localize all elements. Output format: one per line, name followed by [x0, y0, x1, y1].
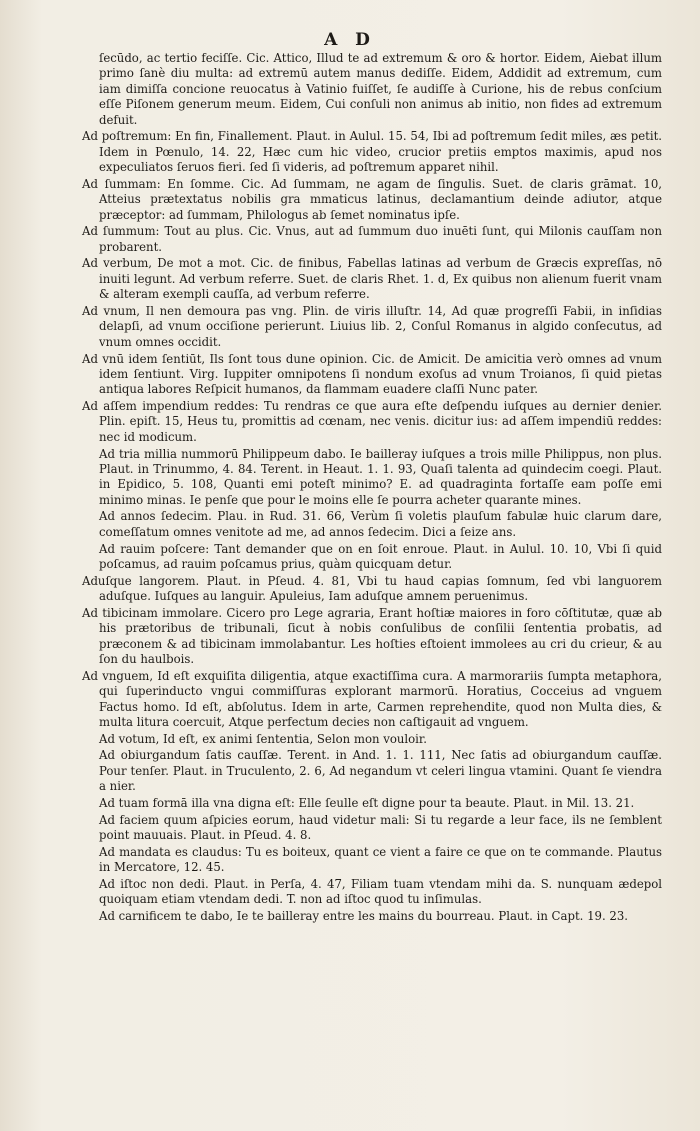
- running-head: A D: [324, 30, 376, 50]
- dictionary-entry: Ad verbum, De mot a mot. Cic. de finibus, Fabellas latinas ad verbum de Græcis expreſſas, nō inuiti legunt. Ad verbum referre. Suet. de claris Rhet. 1. d, Ex quibus non alienum fuerit vnam & alteram exempli cauſſa, ad verbum referre.: [82, 256, 662, 302]
- dictionary-entry: Ad tibicinam immolare. Cicero pro Lege agraria, Erant hoſtiæ maiores in foro cōſtitutæ, quæ ab his prætoribus de tribunali, ſicut à nobis conſulibus de conſilii ſententia probatis, ad præconem & ad tibicinam immolabantur. Les hoſties eſtoient immolees au cri du crieur, & au ſon du haulbois.: [82, 605, 662, 666]
- dictionary-text: [82, 51, 662, 926]
- dictionary-subentry: Ad obiurgandum ſatis cauſſæ. Terent. in And. 1. 1. 111, Nec ſatis ad obiurgandum cauſſæ. Pour tenſer. Plaut. in Truculento, 2. 6, Ad negandum vt celeri lingua vtamini. Quant ſe viendra a nier.: [99, 748, 662, 794]
- dictionary-subentry: Ad faciem quum aſpicies eorum, haud videtur mali: Si tu regarde a leur face, ils ne ſemblent point mauuais. Plaut. in Pſeud. 4. 8.: [99, 812, 662, 842]
- dictionary-entry: Ad vnū idem ſentiūt, Ils ſont tous dune opinion. Cic. de Amicit. De amicitia verò omnes ad vnum idem ſentiunt. Virg. Iuppiter omnipotens ſi nondum exoſus ad vnum Troianos, ſi quid pietas antiqua labores Reſpicit humanos, da flammam euadere claſſi Nunc pater.: [82, 351, 662, 397]
- dictionary-subentry: Ad iſtoc non dedi. Plaut. in Perſa, 4. 47, Filiam tuam vtendam mihi da. S. nunquam ædepol quoiquam etiam vtendam dedi. T. non ad iſtoc quod tu inſimulas.: [99, 876, 662, 907]
- dictionary-entry: Ad vnum, Il nen demoura pas vng. Plin. de viris illuſtr. 14, Ad quæ progreſſi Fabii, in inſidias delapſi, ad vnum occiſione perierunt. Liuius lib. 2, Conſul Romanus in algido conſecutus, ad vnum omnes occidit.: [82, 303, 662, 349]
- dictionary-entry: Ad aſſem impendium reddes: Tu rendras ce que aura eſte deſpendu iuſques au dernier denier. Plin. epiſt. 15, Heus tu, promittis ad cœnam, nec venis. dicitur ius: ad aſſem impendiū reddes: nec id modicum.: [82, 399, 662, 444]
- dictionary-entry: ſecūdo, ac tertio feciſſe. Cic. Attico, Illud te ad extremum & oro & hortor. Eidem, Aiebat illum primo ſanè diu multa: ad extremū autem manus dediſſe. Eidem, Addidit ad extremum, cum iam dimiſſa concione reuocatus à Vatinio fuiſſet, ſe audiſſe à Curione, his de rebus conſcium eſſe Piſonem generum meum. Eidem, Cui conſuli non animus ab initio, non fides ad extremum defuit.: [99, 51, 662, 127]
- dictionary-subentry: Ad mandata es claudus: Tu es boiteux, quant ce vient a faire ce que on te commande. Plautus in Mercatore, 12. 45.: [99, 844, 662, 875]
- dictionary-entry: Aduſque langorem. Plaut. in Pſeud. 4. 81, Vbi tu haud capias ſomnum, ſed vbi languorem aduſque. Iuſques au languir. Apuleius, Iam aduſque amnem peruenimus.: [82, 573, 662, 604]
- dictionary-subentry: Ad carnificem te dabo, Ie te bailleray entre les mains du bourreau. Plaut. in Capt. 19. 23.: [99, 908, 628, 923]
- dictionary-subentry: Ad annos ſedecim. Plau. in Rud. 31. 66, Verùm ſi voletis plauſum fabulæ huic clarum dare, comeſſatum omnes venitote ad me, ad annos ſedecim. Dici a ſeize ans.: [99, 509, 662, 539]
- dictionary-entry: Ad ſummum: Tout au plus. Cic. Vnus, aut ad ſummum duo inuēti ſunt, qui Milonis cauſſam non probarent.: [82, 224, 662, 254]
- dictionary-subentry: Ad tuam formā illa vna digna eſt: Elle ſeulle eſt digne pour ta beaute. Plaut. in Mil. 13. 21.: [99, 795, 635, 810]
- page-margin-bottom: [0, 1111, 700, 1131]
- dictionary-entry: Ad poſtremum: En fin, Finallement. Plaut. in Aulul. 15. 54, Ibi ad poſtremum ſedit miles, æs petit. Idem in Pœnulo, 14. 22, Hæc cum hic video, crucior pretiis emptos maximis, apud nos expeculiatos ſeruos fieri. ſed ſi videris, ad poſtremum apparet nihil.: [82, 129, 662, 175]
- dictionary-entry: Ad ſummam: En ſomme. Cic. Ad ſummam, ne agam de ſingulis. Suet. de claris grāmat. 10, Atteius prætextatus nobilis gra mmaticus latinus, declamantium deinde adiutor, atque præceptor: ad ſummam, Philologus ab ſemet nominatus ipſe.: [82, 176, 662, 222]
- dictionary-entry: Ad vnguem, Id eſt exquiſita diligentia, atque exactiſſima cura. A marmorariis ſumpta metaphora, qui ſuperinducto vngui commiſſuras explorant marmorū. Horatius, Cocceius ad vnguem Factus homo. Id eſt, abſolutus. Idem in arte, Carmen reprehendite, quod non Multa dies, & multa litura coercuit, Atque perfectum decies non caſtigauit ad vnguem.: [82, 668, 662, 729]
- dictionary-subentry: Ad rauim poſcere: Tant demander que on en ſoit enroue. Plaut. in Aulul. 10. 10, Vbi ſi quid poſcamus, ad rauim poſcamus prius, quàm quicquam detur.: [99, 541, 662, 571]
- dictionary-subentry: Ad votum, Id eſt, ex animi ſententia, Selon mon vouloir.: [99, 731, 427, 746]
- dictionary-subentry: Ad tria millia nummorū Philippeum dabo. Ie bailleray iuſques a trois mille Philippus, non plus. Plaut. in Trinummo, 4. 84. Terent. in Heaut. 1. 1. 93, Quaſi talenta ad quindecim coegi. Plaut. in Epidico, 5. 108, Quanti emi poteſt minimo? E. ad quadraginta fortaſſe eam poſſe emi minimo minas. Ie penſe que pour le moins elle ſe pourra acheter quarante mines.: [99, 446, 662, 507]
